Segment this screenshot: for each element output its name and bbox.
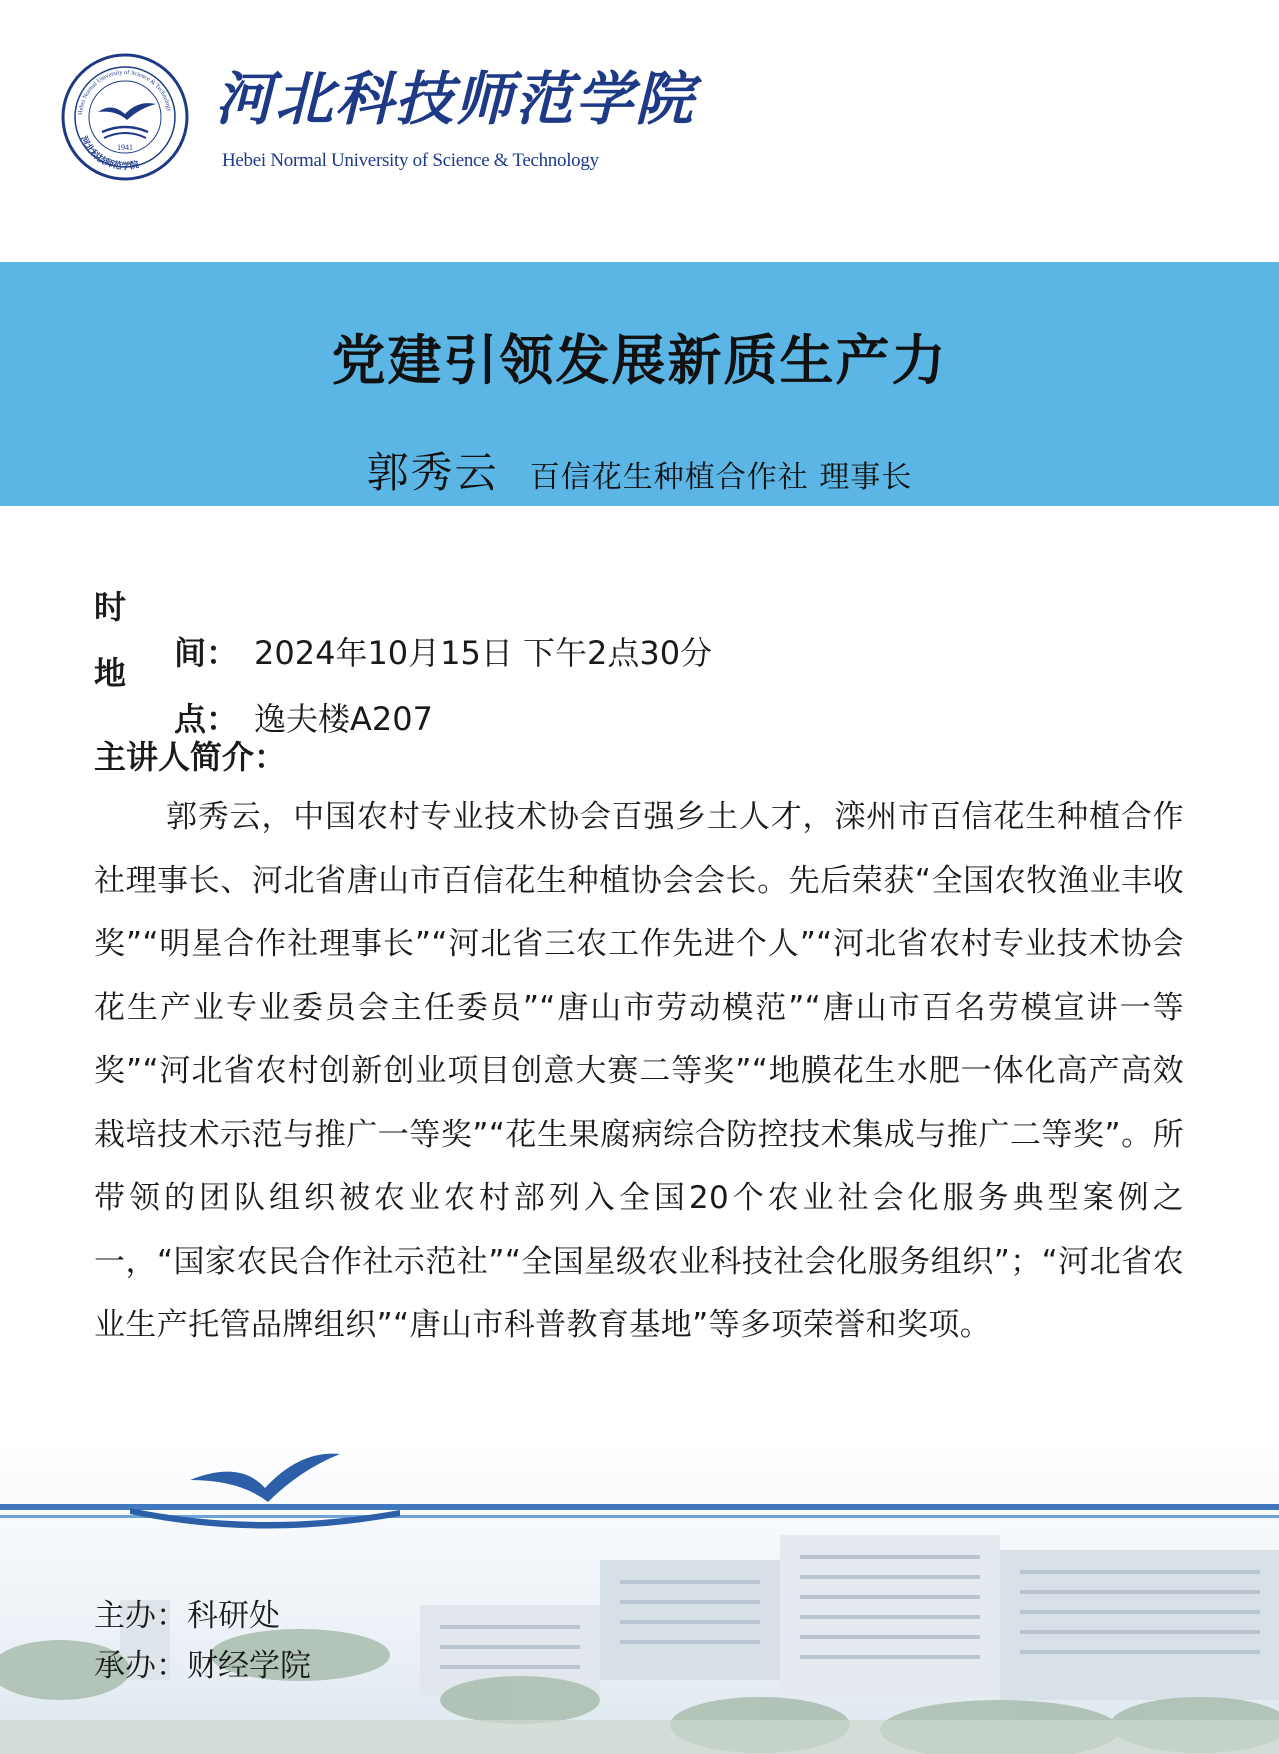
speaker-name: 郭秀云 (366, 448, 499, 497)
place-label: 地点： (94, 654, 239, 738)
place-value: 逸夫楼A207 (254, 700, 433, 738)
lecture-title: 党建引领发展新质生产力 (331, 329, 948, 392)
seal-cn-text: 河北科技师范学院 (77, 134, 140, 173)
organizer-unit: 承办：财经学院 (94, 1648, 311, 1684)
university-name-en: Hebei Normal University of Science & Technology (222, 150, 599, 171)
speaker-bio-heading: 主讲人简介： (94, 738, 287, 776)
speaker-title: 百信花生种植合作社 理事长 (529, 460, 913, 495)
speaker-bio-text: 郭秀云，中国农村专业技术协会百强乡土人才，滦州市百信花生种植合作社理事长、河北省唐山市百信花生种植协会会长。先后荣获“全国农牧渔业丰收奖”“明星合作社理事长”“河北省三农工作先进个人”“河北省农村专业技术协会花生产业专业委员会主任委员”“唐山市劳动模范”“唐山市百名劳模宣讲一等奖”“河北省农村创新创业项目创意大赛二等奖”“地膜花生水肥一体化高产高效栽培技术示范与推广一等奖”“花生果腐病综合防控技术集成与推广二等奖”。所带领的团队组织被农业农村部列入全国20个农业社会化服务典型案例之一，“国家农民合作社示范社”“全国星级农业科技社会化服务组织”；“河北省农业生产托管品牌组织”“唐山市科普教育基地”等多项荣誉和奖项。 (94, 799, 1184, 1343)
host-unit: 主办：科研处 (94, 1598, 280, 1634)
university-seal-logo (60, 52, 190, 182)
seal-ring-text: Hebei Normal University of Science & Technology (77, 68, 173, 116)
time-value: 2024年10月15日 下午2点30分 (254, 634, 713, 672)
title-banner (0, 262, 1279, 506)
speaker-line (0, 440, 1279, 500)
page-header (0, 0, 1279, 262)
time-label: 时间： (94, 588, 239, 672)
seal-year: 1941 (117, 143, 133, 152)
place-row (94, 648, 433, 740)
university-name-cn: 河北科技师范学院 (215, 65, 696, 133)
